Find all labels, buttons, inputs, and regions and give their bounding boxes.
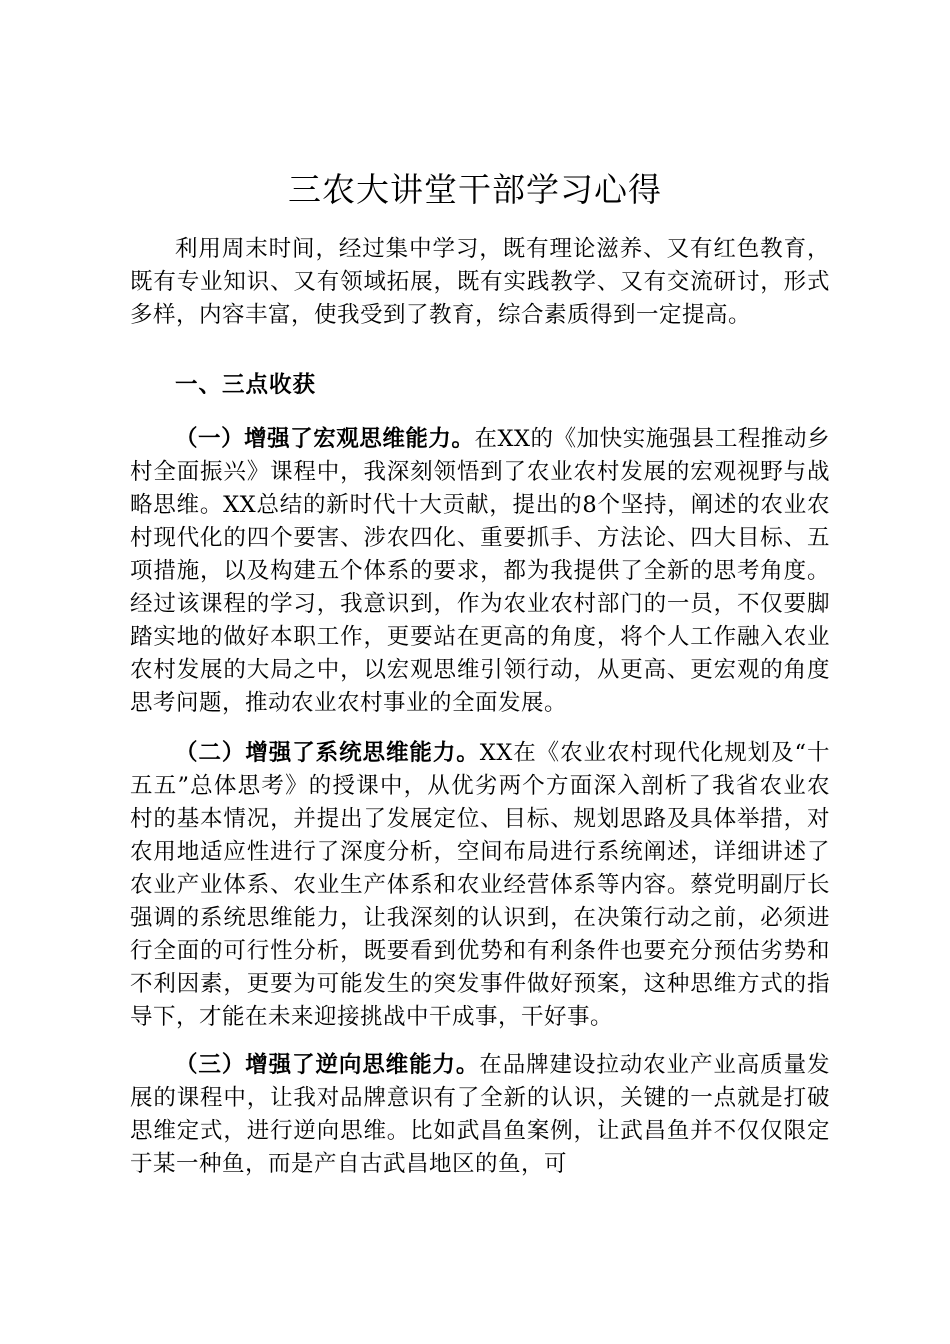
section-lead-1: （一）增强了宏观思维能力。 — [175, 426, 475, 452]
section-text-2: XX在《农业农村现代化规划及“十五五”总体思考》的授课中，从优劣两个方面深入剖析了我省农业农村的基本情况，并提出了发展定位、目标、规划思路及具体举措，对农用地适应性进行了深度分析，空间布局进行系统阐述，详细讲述了农业产业体系、农业生产体系和农业经营体系等内容。蔡党明副厅长强调的系统思维能力，让我深刻的认识到，在决策行动之前，必须进行全面的可行性分析，既要看到优势和有利条件也要充分预估劣势和不利因素，更要为可能发生的突发事件做好预案，这种思维方式的指导下，才能在未来迎接挑战中干成事，干好事。 — [130, 740, 830, 1030]
intro-paragraph: 利用周末时间，经过集中学习，既有理论滋养、又有红色教育，既有专业知识、又有领域拓展，既有实践教学、又有交流研讨，形式多样，内容丰富，使我受到了教育，综合素质得到一定提高。 — [130, 236, 830, 328]
section-lead-2: （二）增强了系统思维能力。 — [175, 740, 480, 766]
section-text-1: 在XX的《加快实施强县工程推动乡村全面振兴》课程中，我深刻领悟到了农业农村发展的宏观视野与战略思维。XX总结的新时代十大贡献，提出的8个坚持，阐述的农业农村现代化的四个要害、涉农四化、重要抓手、方法论、四大目标、五项措施，以及构建五个体系的要求，都为我提供了全新的思考角度。经过该课程的学习，我意识到，作为农业农村部门的一员，不仅要脚踏实地的做好本职工作，更要站在更高的角度，将个人工作融入农业农村发展的大局之中，以宏观思维引领行动，从更高、更宏观的角度思考问题，推动农业农村事业的全面发展。 — [130, 426, 830, 716]
section-lead-3: （三）增强了逆向思维能力。 — [175, 1052, 480, 1078]
section-text-3: 在品牌建设拉动农业产业高质量发展的课程中，让我对品牌意识有了全新的认识，关键的一点就是打破思维定式，进行逆向思维。比如武昌鱼案例，让武昌鱼并不仅仅限定于某一种鱼，而是产自古武昌地区的鱼，可 — [130, 1052, 830, 1177]
section-heading: 一、三点收获 — [175, 372, 317, 398]
section-paragraph-2 — [130, 737, 830, 1034]
section-paragraph-1 — [130, 423, 830, 720]
document-title: 三农大讲堂干部学习心得 — [288, 170, 662, 209]
section-paragraph-3 — [130, 1049, 830, 1181]
